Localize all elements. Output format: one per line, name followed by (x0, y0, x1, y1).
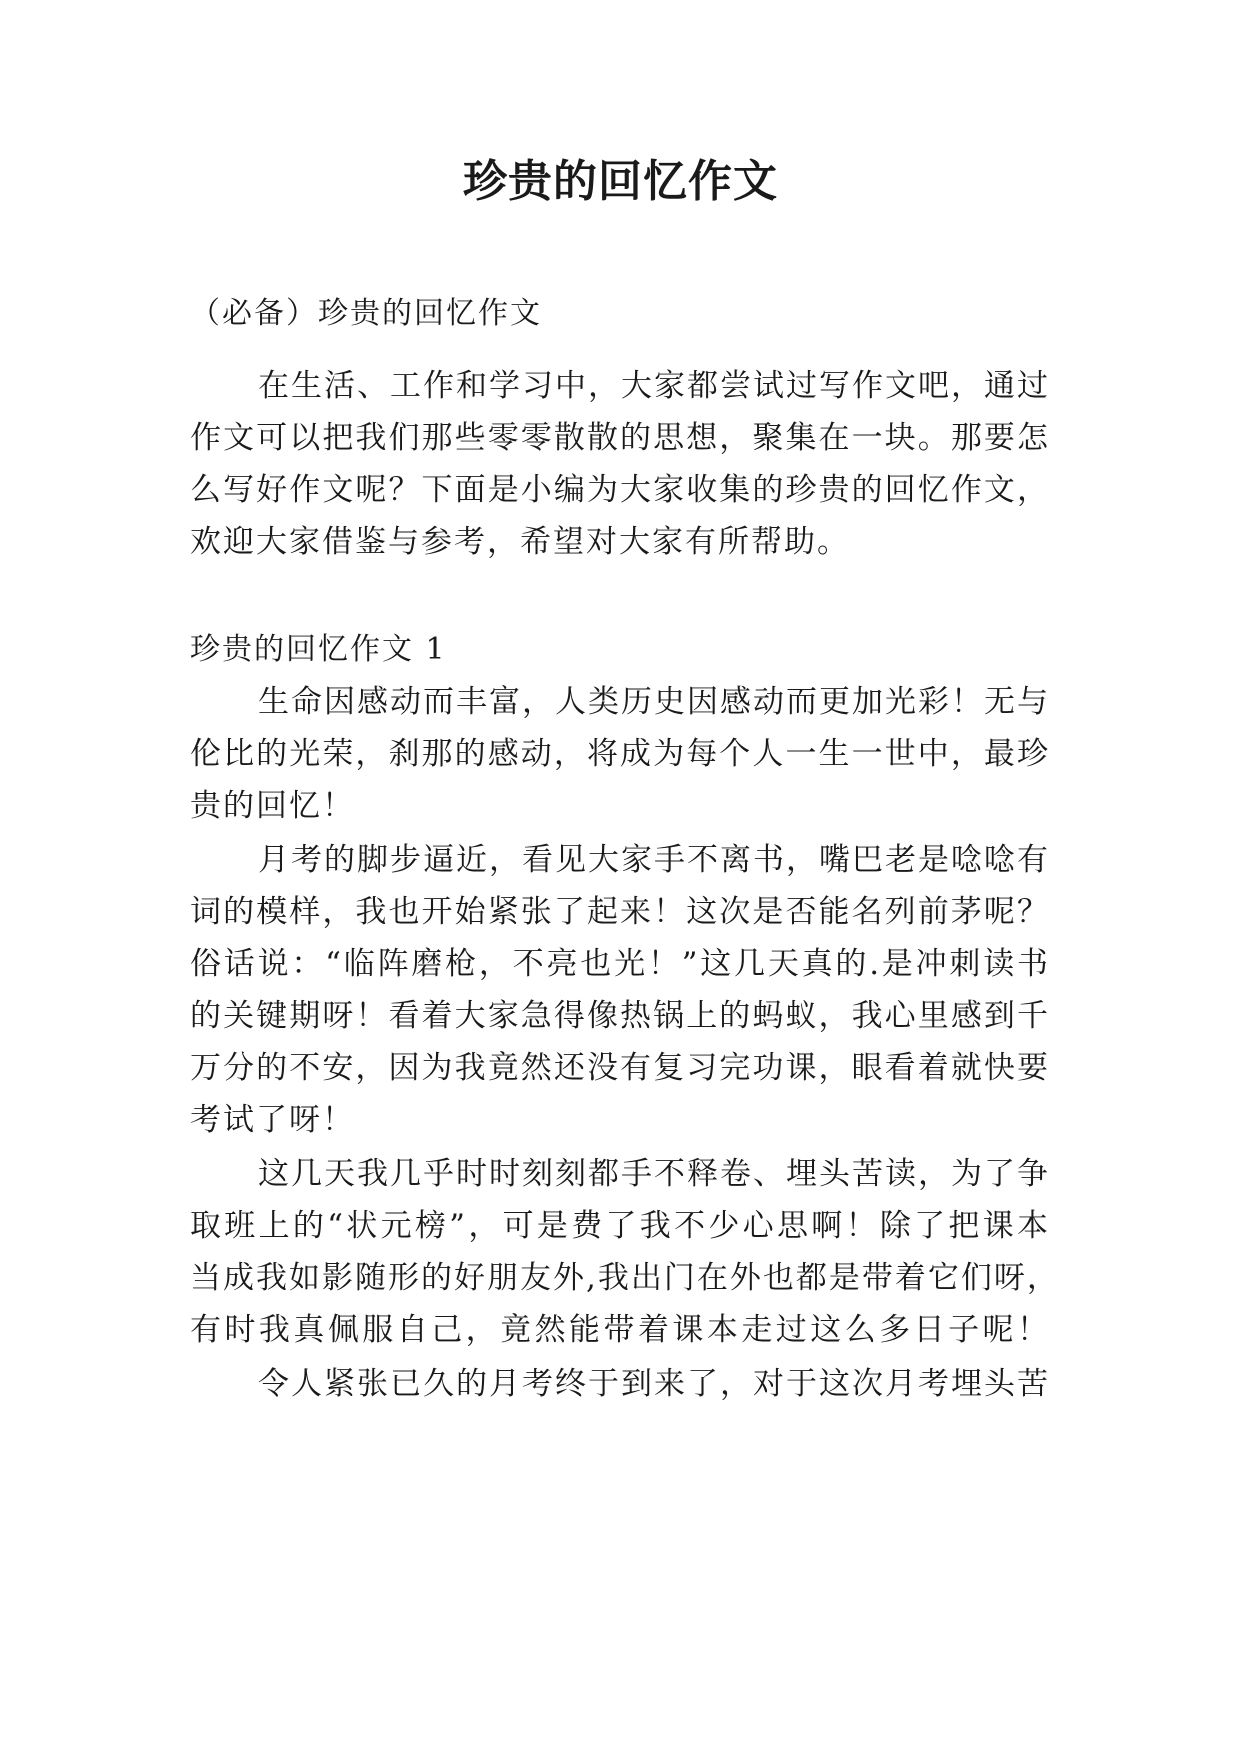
para1-line-1: 生命因感动而丰富，人类历史因感动而更加光彩！无与 (258, 684, 1050, 720)
para1-line-3: 贵的回忆！ (190, 788, 355, 824)
document-subtitle: （必备）珍贵的回忆作文 (190, 296, 542, 331)
intro-line-2: 作文可以把我们那些零零散散的思想，聚集在一块。那要怎 (190, 420, 1050, 456)
para2-line-6: 考试了呀！ (190, 1102, 355, 1138)
para4-line-1: 令人紧张已久的月考终于到来了，对于这次月考埋头苦 (258, 1366, 1050, 1402)
para2-line-2: 词的模样，我也开始紧张了起来！这次是否能名列前茅呢？ (190, 894, 1050, 930)
para3-line-2: 取班上的“状元榜”，可是费了我不少心思啊！除了把课本 (190, 1208, 1050, 1244)
para2-line-1: 月考的脚步逼近，看见大家手不离书，嘴巴老是唸唸有 (258, 842, 1050, 878)
intro-line-4: 欢迎大家借鉴与参考，希望对大家有所帮助。 (190, 524, 850, 560)
section-heading: 珍贵的回忆作文 1 (190, 632, 447, 667)
para1-line-2: 伦比的光荣，刹那的感动，将成为每个人一生一世中，最珍 (190, 736, 1050, 772)
intro-line-1: 在生活、工作和学习中，大家都尝试过写作文吧，通过 (258, 368, 1050, 404)
para2-line-3: 俗话说：“临阵磨枪，不亮也光！”这几天真的.是冲刺读书 (190, 946, 1050, 982)
para2-line-4: 的关键期呀！看着大家急得像热锅上的蚂蚁，我心里感到千 (190, 998, 1050, 1034)
document-title: 珍贵的回忆作文 (463, 156, 778, 207)
intro-line-3: 么写好作文呢？下面是小编为大家收集的珍贵的回忆作文， (190, 472, 1050, 508)
para3-line-4: 有时我真佩服自己，竟然能带着课本走过这么多日子呢！ (190, 1312, 1050, 1348)
para2-line-5: 万分的不安，因为我竟然还没有复习完功课，眼看着就快要 (190, 1050, 1050, 1086)
para3-line-1: 这几天我几乎时时刻刻都手不释卷、埋头苦读，为了争 (258, 1156, 1050, 1192)
para3-line-3: 当成我如影随形的好朋友外,我出门在外也都是带着它们呀， (190, 1260, 1060, 1296)
